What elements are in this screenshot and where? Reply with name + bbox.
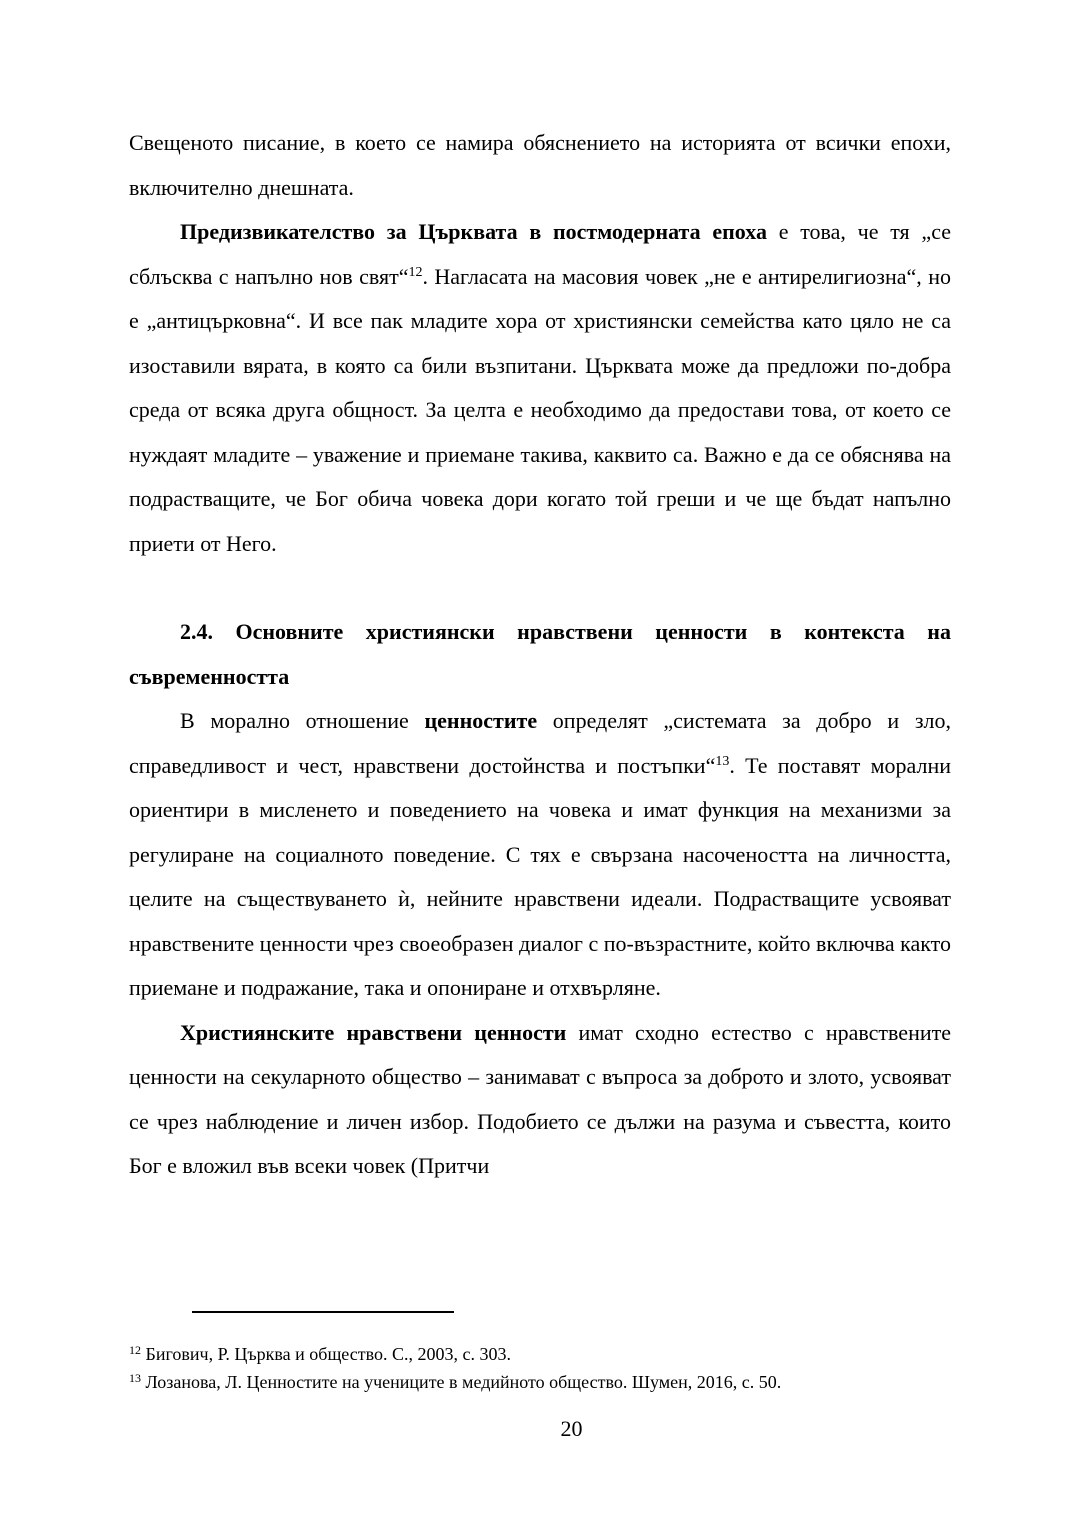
footnotes [129,1340,979,1396]
footnote-separator [192,1311,454,1313]
paragraph-1: Свещеното писание, в което се намира обяснението на историята от всички епохи, включително днешната. [129,130,951,200]
footnote-12 [129,1340,979,1368]
paragraph-2-bold: Предизвикателство за Църквата в постмодерната епоха [180,219,767,244]
paragraph-3-text-a: В морално отношение [180,708,425,733]
paragraph-3-bold: ценностите [424,708,538,733]
paragraph-3-text-b: определят „системата за добро и зло, справедливост и чест, нравствени достойнства и постъпки“ [129,708,951,778]
page-number: 20 [560,1416,583,1441]
footnote-13 [129,1368,979,1396]
footnote-number: 12 [129,1343,141,1357]
footnote-ref-13[interactable]: 13 [715,753,730,769]
paragraph-3-text-c: . Те поставят морални ориентири в мисленето и поведението на човека и имат функция на механизми за регулиране на социалното поведение. С тях е свързана насочеността на личността, целите на съществуването ѝ, нейните нравствени идеали. Подрастващите усвояват нравствените ценности чрез своеобразен диалог с по-възрастните, който включва както приемане и подражание, така и опониране и отхвърляне. [129,752,952,1000]
body-text [129,121,951,1189]
paragraph-4-text: имат сходно естество с нравствените ценности на секуларното общество – занимават с въпроса за доброто и злото, усвояват се чрез наблюдение и личен избор. Подобието се дължи на разума и съвестта, които Бог е вложил във всеки човек (Притчи [129,1019,951,1178]
paragraph-2-text-b: . Нагласата на масовия човек „не е антирелигиозна“, но е „антицърковна“. И все пак младите хора от християнски семейства като цяло не са изоставили вярата, в която са били възпитани. Църквата може да предложи по-добра среда от всяка друга общност. За целта е необходимо да предостави това, от което се нуждаят младите – уважение и приемане такива, каквито са. Важно е да се обяснява на подрастващите, че Бог обича човека дори когато той греши и че ще бъдат напълно приети от Него. [129,263,951,556]
paragraph-2 [129,210,951,566]
footnote-ref-12[interactable]: 12 [408,264,423,280]
paragraph-4 [129,1011,951,1189]
footnote-text: Лозанова, Л. Ценностите на учениците в медийното общество. Шумен, 2016, с. 50. [141,1372,782,1392]
section-heading: 2.4. Основните християнски нравствени ценности в контекста на съвременността [129,619,951,689]
paragraph-3 [129,699,951,1011]
paragraph-2-text-a: е това, че тя „се сблъсква с напълно нов свят“ [129,219,951,289]
footnote-number: 13 [129,1371,141,1385]
footnote-text: Бигович, Р. Църква и общество. С., 2003, с. 303. [141,1344,511,1364]
paragraph-4-bold: Християнските нравствени ценности [180,1019,567,1045]
